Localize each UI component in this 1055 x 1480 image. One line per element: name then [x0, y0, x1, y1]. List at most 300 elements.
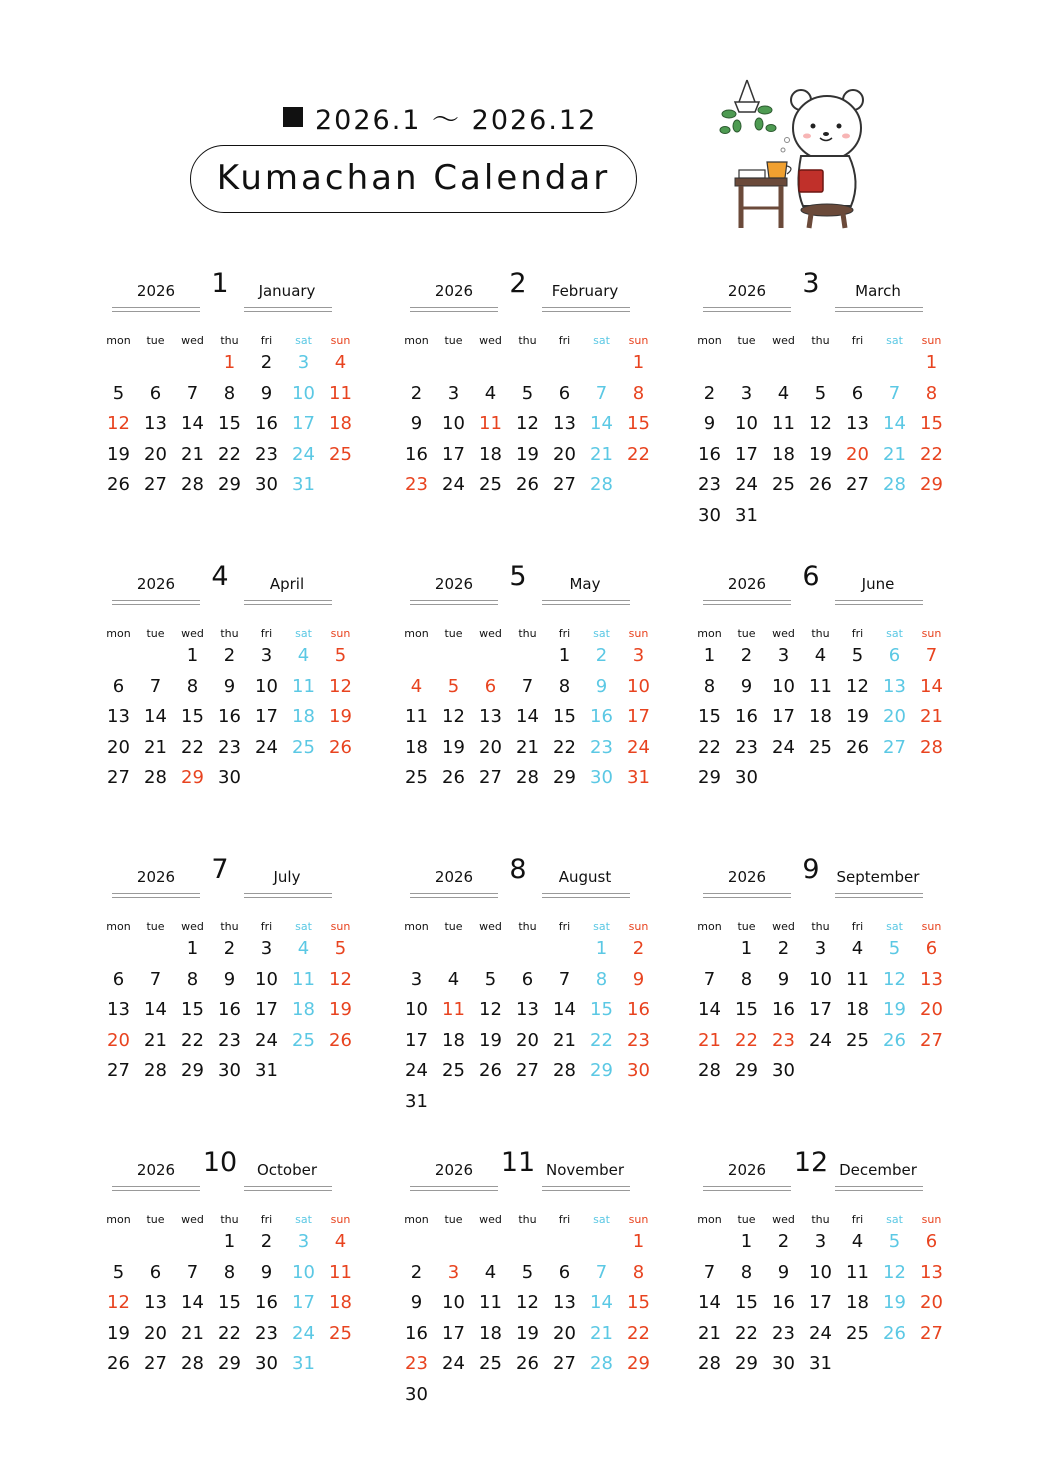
calendar-day: 16	[218, 999, 241, 1021]
calendar-day: 16	[772, 999, 795, 1021]
weekday-label: thu	[518, 627, 537, 640]
calendar-day: 4	[297, 938, 310, 959]
calendar-day: 17	[405, 1029, 428, 1051]
month-header	[100, 268, 400, 328]
calendar-day: 24	[292, 1322, 315, 1344]
month-name: September	[836, 868, 920, 886]
calendar-day: 7	[186, 382, 199, 404]
calendar-day: 31	[809, 1353, 832, 1375]
calendar-day: 23	[255, 1322, 278, 1344]
calendar-day: 17	[442, 443, 465, 465]
calendar-day: 12	[329, 968, 352, 990]
calendar-day: 18	[405, 736, 428, 758]
month-name: June	[861, 575, 895, 593]
weekday-label: fri	[260, 920, 273, 933]
weekday-label: mon	[106, 627, 131, 640]
calendar-day: 4	[777, 382, 790, 404]
month-header	[691, 1147, 991, 1207]
calendar-day: 25	[846, 1322, 869, 1344]
month-number: 7	[211, 854, 229, 885]
calendar-day: 30	[772, 1060, 795, 1082]
weekday-label: fri	[558, 334, 571, 347]
calendar-day: 14	[144, 706, 167, 728]
bear-reading-illustration	[715, 78, 875, 238]
date-range-heading	[283, 98, 597, 137]
calendar-day: 25	[772, 474, 795, 496]
weekday-label: mon	[404, 627, 429, 640]
month-block	[398, 268, 698, 538]
weekday-label: mon	[697, 920, 722, 933]
month-block	[398, 561, 698, 831]
calendar-day: 11	[329, 382, 352, 404]
calendar-day: 19	[883, 1292, 906, 1314]
calendar-day: 1	[703, 645, 716, 666]
calendar-day: 17	[442, 1322, 465, 1344]
calendar-day: 29	[553, 767, 576, 789]
weekday-label: wed	[479, 334, 502, 347]
calendar-day: 15	[920, 413, 943, 435]
calendar-day: 2	[223, 938, 236, 959]
month-year: 2026	[434, 868, 474, 886]
calendar-day: 2	[703, 382, 716, 404]
calendar-day: 8	[740, 968, 753, 990]
calendar-day: 25	[329, 443, 352, 465]
weekday-label: thu	[811, 920, 830, 933]
calendar-day: 3	[297, 1231, 310, 1252]
weekday-label: thu	[220, 334, 239, 347]
weekday-label: wed	[181, 627, 204, 640]
calendar-day: 28	[590, 1353, 613, 1375]
calendar-day: 18	[292, 999, 315, 1021]
calendar-day: 7	[521, 675, 534, 697]
calendar-day: 28	[698, 1060, 721, 1082]
month-number: 3	[802, 268, 820, 299]
calendar-day: 25	[442, 1060, 465, 1082]
month-block	[691, 1147, 991, 1417]
calendar-day: 23	[735, 736, 758, 758]
weekday-label: mon	[106, 1213, 131, 1226]
calendar-day: 17	[292, 1292, 315, 1314]
calendar-day: 26	[516, 1353, 539, 1375]
month-header	[691, 268, 991, 328]
calendar-day: 8	[595, 968, 608, 990]
calendar-day: 29	[181, 767, 204, 789]
month-number: 8	[509, 854, 527, 885]
calendar-day: 21	[144, 736, 167, 758]
month-year: 2026	[434, 1161, 474, 1179]
calendar-day: 20	[553, 1322, 576, 1344]
calendar-day: 5	[112, 1261, 125, 1283]
calendar-day: 9	[777, 968, 790, 990]
calendar-day: 27	[107, 767, 130, 789]
month-header	[691, 854, 991, 914]
weekday-label: mon	[697, 334, 722, 347]
calendar-day: 5	[521, 382, 534, 404]
calendar-day: 30	[735, 767, 758, 789]
calendar-day: 25	[292, 1029, 315, 1051]
weekday-label: sat	[593, 1213, 610, 1226]
calendar-day: 28	[920, 736, 943, 758]
month-name-underline	[542, 307, 630, 312]
calendar-day: 21	[883, 443, 906, 465]
calendar-day: 18	[479, 1322, 502, 1344]
calendar-day: 10	[627, 675, 650, 697]
calendar-day: 14	[516, 706, 539, 728]
month-name-underline	[542, 600, 630, 605]
calendar-day: 20	[883, 706, 906, 728]
calendar-day: 23	[405, 474, 428, 496]
calendar-day: 6	[149, 1261, 162, 1283]
calendar-day: 17	[255, 706, 278, 728]
calendar-day: 18	[772, 443, 795, 465]
calendar-day: 15	[735, 1292, 758, 1314]
calendar-day: 6	[925, 938, 938, 959]
calendar-day: 27	[553, 474, 576, 496]
calendar-day: 28	[144, 1060, 167, 1082]
calendar-day: 8	[186, 675, 199, 697]
calendar-day: 22	[735, 1029, 758, 1051]
month-block	[691, 854, 991, 1124]
month-name: August	[558, 868, 612, 886]
weekday-label: thu	[811, 334, 830, 347]
calendar-day: 1	[925, 352, 938, 373]
calendar-day: 29	[920, 474, 943, 496]
calendar-day: 13	[144, 1292, 167, 1314]
month-number: 12	[793, 1147, 829, 1178]
year-underline	[703, 893, 791, 898]
weekday-label: sat	[886, 334, 903, 347]
calendar-day: 15	[181, 706, 204, 728]
calendar-day: 4	[447, 968, 460, 990]
calendar-day: 10	[809, 968, 832, 990]
calendar-day: 6	[521, 968, 534, 990]
month-number: 4	[211, 561, 229, 592]
calendar-day: 27	[144, 1353, 167, 1375]
month-name: November	[545, 1161, 625, 1179]
calendar-day: 25	[329, 1322, 352, 1344]
calendar-day: 22	[920, 443, 943, 465]
calendar-day: 18	[292, 706, 315, 728]
calendar-day: 4	[410, 675, 423, 697]
weekday-label: fri	[260, 1213, 273, 1226]
weekday-label: mon	[697, 1213, 722, 1226]
month-number: 11	[500, 1147, 536, 1178]
calendar-day: 9	[223, 675, 236, 697]
calendar-day: 20	[144, 443, 167, 465]
calendar-day: 3	[814, 938, 827, 959]
calendar-day: 14	[698, 999, 721, 1021]
calendar-day: 11	[846, 1261, 869, 1283]
calendar-day: 9	[595, 675, 608, 697]
month-block	[398, 1147, 698, 1417]
weekday-label: tue	[146, 334, 165, 347]
weekday-label: tue	[737, 1213, 756, 1226]
calendar-day: 21	[590, 1322, 613, 1344]
calendar-day: 16	[405, 1322, 428, 1344]
calendar-day: 19	[883, 999, 906, 1021]
calendar-day: 2	[223, 645, 236, 666]
calendar-day: 10	[809, 1261, 832, 1283]
calendar-day: 20	[920, 999, 943, 1021]
calendar-day: 13	[107, 999, 130, 1021]
weekday-label: sun	[628, 334, 649, 347]
calendar-day: 10	[292, 1261, 315, 1283]
calendar-day: 8	[223, 1261, 236, 1283]
calendar-day: 18	[329, 413, 352, 435]
calendar-day: 22	[181, 1029, 204, 1051]
calendar-day: 16	[255, 1292, 278, 1314]
weekday-label: thu	[518, 334, 537, 347]
calendar-day: 17	[772, 706, 795, 728]
weekday-label: thu	[220, 627, 239, 640]
calendar-day: 2	[410, 382, 423, 404]
calendar-day: 6	[888, 645, 901, 666]
calendar-day: 31	[292, 474, 315, 496]
calendar-day: 11	[292, 968, 315, 990]
calendar-day: 16	[627, 999, 650, 1021]
calendar-day: 29	[218, 474, 241, 496]
calendar-day: 24	[442, 1353, 465, 1375]
calendar-day: 24	[627, 736, 650, 758]
weekday-label: sat	[295, 334, 312, 347]
calendar-day: 4	[851, 1231, 864, 1252]
month-name: July	[273, 868, 301, 886]
calendar-day: 23	[218, 1029, 241, 1051]
month-name-underline	[835, 307, 923, 312]
calendar-day: 27	[883, 736, 906, 758]
month-year: 2026	[727, 282, 767, 300]
calendar-day: 12	[846, 675, 869, 697]
calendar-day: 19	[846, 706, 869, 728]
calendar-day: 30	[590, 767, 613, 789]
calendar-day: 15	[218, 413, 241, 435]
calendar-day: 12	[516, 1292, 539, 1314]
calendar-day: 5	[112, 382, 125, 404]
calendar-day: 24	[735, 474, 758, 496]
calendar-day: 22	[627, 1322, 650, 1344]
calendar-day: 10	[255, 675, 278, 697]
calendar-day: 16	[255, 413, 278, 435]
calendar-day: 3	[632, 645, 645, 666]
calendar-day: 14	[698, 1292, 721, 1314]
calendar-day: 4	[814, 645, 827, 666]
calendar-day: 3	[740, 382, 753, 404]
calendar-day: 2	[410, 1261, 423, 1283]
calendar-day: 11	[405, 706, 428, 728]
calendar-day: 14	[590, 413, 613, 435]
calendar-day: 17	[735, 443, 758, 465]
calendar-day: 29	[590, 1060, 613, 1082]
calendar-day: 1	[740, 1231, 753, 1252]
calendar-day: 10	[255, 968, 278, 990]
calendar-day: 30	[405, 1384, 428, 1405]
calendar-day: 1	[632, 352, 645, 373]
calendar-day: 19	[329, 999, 352, 1021]
calendar-day: 4	[851, 938, 864, 959]
calendar-day: 22	[181, 736, 204, 758]
calendar-day: 22	[698, 736, 721, 758]
calendar-day: 31	[292, 1353, 315, 1375]
calendar-day: 21	[920, 706, 943, 728]
calendar-title: Kumachan Calendar	[190, 145, 637, 213]
month-number: 9	[802, 854, 820, 885]
calendar-day: 9	[223, 968, 236, 990]
weekday-label: sun	[330, 1213, 351, 1226]
calendar-day: 17	[809, 1292, 832, 1314]
weekday-label: mon	[106, 920, 131, 933]
weekday-label: sat	[886, 920, 903, 933]
weekday-label: sat	[886, 627, 903, 640]
weekday-label: sun	[921, 627, 942, 640]
calendar-day: 15	[627, 413, 650, 435]
month-name: May	[569, 575, 601, 593]
weekday-label: thu	[811, 627, 830, 640]
calendar-day: 15	[181, 999, 204, 1021]
calendar-day: 9	[260, 1261, 273, 1283]
calendar-day: 23	[255, 443, 278, 465]
calendar-day: 8	[632, 382, 645, 404]
weekday-label: tue	[146, 1213, 165, 1226]
calendar-day: 26	[329, 1029, 352, 1051]
calendar-day: 11	[292, 675, 315, 697]
month-year: 2026	[136, 868, 176, 886]
calendar-day: 19	[107, 1322, 130, 1344]
calendar-day: 27	[846, 474, 869, 496]
calendar-day: 23	[772, 1029, 795, 1051]
calendar-day: 29	[735, 1060, 758, 1082]
calendar-day: 30	[218, 1060, 241, 1082]
calendar-day: 25	[809, 736, 832, 758]
calendar-day: 27	[144, 474, 167, 496]
calendar-day: 20	[920, 1292, 943, 1314]
calendar-day: 17	[809, 999, 832, 1021]
month-year: 2026	[727, 575, 767, 593]
month-name-underline	[835, 893, 923, 898]
month-name-underline	[835, 600, 923, 605]
month-header	[100, 1147, 400, 1207]
calendar-day: 3	[814, 1231, 827, 1252]
month-year: 2026	[136, 1161, 176, 1179]
calendar-day: 26	[883, 1029, 906, 1051]
calendar-day: 20	[107, 1029, 130, 1051]
calendar-day: 9	[632, 968, 645, 990]
weekday-label: sun	[921, 920, 942, 933]
date-range-text: 2026.1 ～ 2026.12	[315, 105, 598, 136]
calendar-day: 19	[442, 736, 465, 758]
calendar-day: 1	[223, 1231, 236, 1252]
calendar-day: 26	[516, 474, 539, 496]
year-underline	[703, 307, 791, 312]
calendar-day: 12	[329, 675, 352, 697]
calendar-day: 30	[255, 474, 278, 496]
calendar-day: 30	[627, 1060, 650, 1082]
calendar-day: 16	[590, 706, 613, 728]
calendar-day: 28	[698, 1353, 721, 1375]
calendar-day: 24	[809, 1322, 832, 1344]
calendar-day: 9	[260, 382, 273, 404]
month-name: October	[256, 1161, 318, 1179]
month-year: 2026	[727, 868, 767, 886]
calendar-day: 22	[590, 1029, 613, 1051]
calendar-day: 16	[772, 1292, 795, 1314]
month-number: 10	[202, 1147, 238, 1178]
calendar-day: 7	[149, 968, 162, 990]
calendar-day: 23	[627, 1029, 650, 1051]
weekday-label: tue	[737, 920, 756, 933]
month-header	[398, 561, 698, 621]
calendar-day: 29	[698, 767, 721, 789]
calendar-day: 6	[484, 675, 497, 697]
month-name: March	[855, 282, 901, 300]
calendar-day: 5	[888, 1231, 901, 1252]
calendar-day: 12	[883, 968, 906, 990]
month-name: April	[269, 575, 305, 593]
calendar-day: 9	[410, 1292, 423, 1314]
calendar-day: 27	[920, 1322, 943, 1344]
calendar-day: 22	[218, 443, 241, 465]
weekday-label: sat	[886, 1213, 903, 1226]
calendar-day: 2	[740, 645, 753, 666]
calendar-day: 23	[590, 736, 613, 758]
weekday-label: fri	[851, 1213, 864, 1226]
calendar-day: 14	[181, 1292, 204, 1314]
calendar-day: 20	[107, 736, 130, 758]
calendar-day: 3	[260, 645, 273, 666]
calendar-day: 25	[479, 474, 502, 496]
calendar-day: 16	[735, 706, 758, 728]
weekday-label: fri	[558, 920, 571, 933]
month-number: 5	[509, 561, 527, 592]
weekday-label: sun	[628, 920, 649, 933]
year-underline	[112, 600, 200, 605]
calendar-day: 5	[888, 938, 901, 959]
month-block	[691, 561, 991, 831]
calendar-day: 19	[329, 706, 352, 728]
calendar-day: 13	[920, 968, 943, 990]
calendar-day: 6	[112, 968, 125, 990]
calendar-day: 13	[883, 675, 906, 697]
calendar-day: 21	[181, 443, 204, 465]
weekday-label: sun	[628, 1213, 649, 1226]
calendar-day: 14	[920, 675, 943, 697]
weekday-label: tue	[444, 1213, 463, 1226]
calendar-day: 9	[410, 413, 423, 435]
calendar-day: 14	[553, 999, 576, 1021]
calendar-day: 30	[218, 767, 241, 789]
month-header	[100, 854, 400, 914]
calendar-day: 9	[777, 1261, 790, 1283]
calendar-day: 13	[479, 706, 502, 728]
calendar-day: 10	[442, 1292, 465, 1314]
weekday-label: wed	[772, 627, 795, 640]
calendar-day: 14	[590, 1292, 613, 1314]
weekday-label: thu	[220, 1213, 239, 1226]
month-header	[398, 854, 698, 914]
calendar-day: 15	[590, 999, 613, 1021]
month-year: 2026	[136, 575, 176, 593]
calendar-day: 19	[107, 443, 130, 465]
calendar-day: 2	[260, 1231, 273, 1252]
calendar-day: 27	[516, 1060, 539, 1082]
calendar-day: 4	[334, 1231, 347, 1252]
calendar-day: 27	[920, 1029, 943, 1051]
month-header	[691, 561, 991, 621]
weekday-label: sun	[921, 1213, 942, 1226]
calendar-day: 29	[627, 1353, 650, 1375]
calendar-day: 12	[883, 1261, 906, 1283]
weekday-label: tue	[444, 334, 463, 347]
month-number: 2	[509, 268, 527, 299]
